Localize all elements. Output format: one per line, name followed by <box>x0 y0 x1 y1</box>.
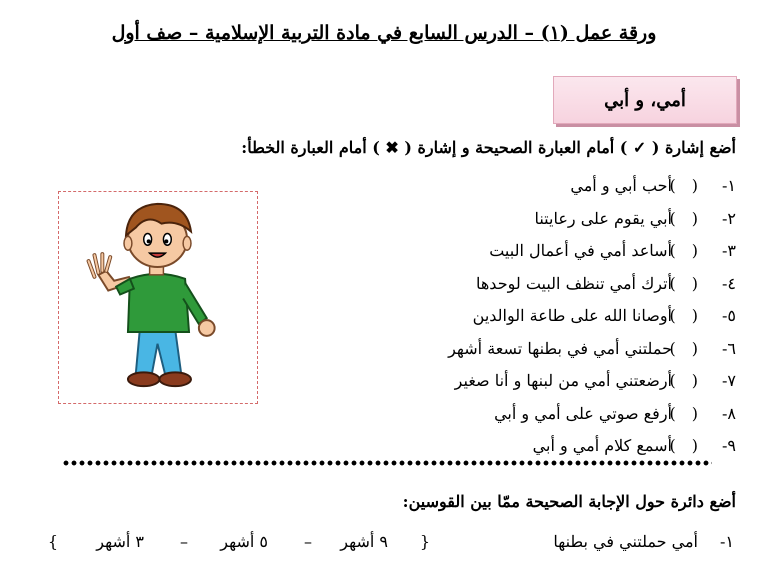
option-separator: – <box>304 532 312 551</box>
statement-text: أسمع كلام أمي و أبي <box>532 436 672 455</box>
answer-blank[interactable]: ( ) <box>669 208 698 228</box>
statement-number: ٣- <box>722 241 736 260</box>
open-brace: { <box>419 532 430 551</box>
section1-instruction: أضع إشارة ( ✓ ) أمام العبارة الصحيحة و إشارة ( ✖ ) أمام العبارة الخطأ: <box>241 138 736 157</box>
answer-blank[interactable]: ( ) <box>669 371 698 390</box>
option-1[interactable]: ٩ أشهر <box>340 532 388 551</box>
statement-item <box>448 235 736 268</box>
statement-text: أترك أمي تنظف البيت لوحدها <box>475 273 672 293</box>
section2-instruction: أضع دائرة حول الإجابة الصحيحة ممّا بين القوسين: <box>402 492 736 511</box>
answer-blank[interactable]: ( ) <box>669 403 698 423</box>
page-title: ورقة عمل (١) – الدرس السابع في مادة التربية الإسلامية – صف أول <box>111 22 657 44</box>
dotted-divider <box>62 459 712 467</box>
option-3[interactable]: ٣ أشهر <box>96 532 144 551</box>
statement-text: أرضعتني أمي من لبنها و أنا صغير <box>454 371 672 390</box>
statement-text: حملتني أمي في بطنها تسعة أشهر <box>448 338 672 358</box>
question-number: ١- <box>720 532 734 551</box>
option-2[interactable]: ٥ أشهر <box>220 532 268 551</box>
statement-item <box>448 300 736 333</box>
question-row <box>0 532 768 556</box>
statement-number: ٥- <box>722 306 736 325</box>
close-brace: } <box>47 532 58 551</box>
statement-number: ٦- <box>722 338 736 358</box>
statement-text: أساعد أمي في أعمال البيت <box>489 241 672 260</box>
option-separator: – <box>180 532 188 551</box>
answer-blank[interactable]: ( ) <box>669 436 698 455</box>
statement-item <box>448 365 736 398</box>
statement-number: ١- <box>722 176 736 195</box>
statement-item <box>448 333 736 366</box>
statement-text: أبي يقوم على رعايتنا <box>534 208 672 228</box>
illustration-frame <box>58 191 258 404</box>
statement-number: ٩- <box>722 436 736 455</box>
statement-number: ٨- <box>722 403 736 423</box>
statement-list <box>448 170 736 463</box>
statement-item <box>448 398 736 431</box>
boy-waving-icon <box>59 192 256 402</box>
statement-item <box>448 430 736 463</box>
question-text: أمي حملتني في بطنها <box>553 532 698 551</box>
statement-item <box>448 203 736 236</box>
statement-number: ٤- <box>722 273 736 293</box>
lesson-title-box <box>553 76 737 124</box>
statement-text: أرفع صوتي على أمي و أبي <box>494 403 672 423</box>
statement-text: أحب أبي و أمي <box>570 176 672 195</box>
statement-number: ٧- <box>722 371 736 390</box>
lesson-title: أمي، و أبي <box>604 89 686 111</box>
answer-blank[interactable]: ( ) <box>669 273 698 293</box>
statement-item <box>448 170 736 203</box>
answer-blank[interactable]: ( ) <box>669 306 698 325</box>
statement-item <box>448 268 736 301</box>
answer-blank[interactable]: ( ) <box>669 338 698 358</box>
statement-number: ٢- <box>722 208 736 228</box>
answer-blank[interactable]: ( ) <box>669 241 698 260</box>
statement-text: أوصانا الله على طاعة الوالدين <box>472 306 672 325</box>
answer-blank[interactable]: ( ) <box>669 176 698 195</box>
